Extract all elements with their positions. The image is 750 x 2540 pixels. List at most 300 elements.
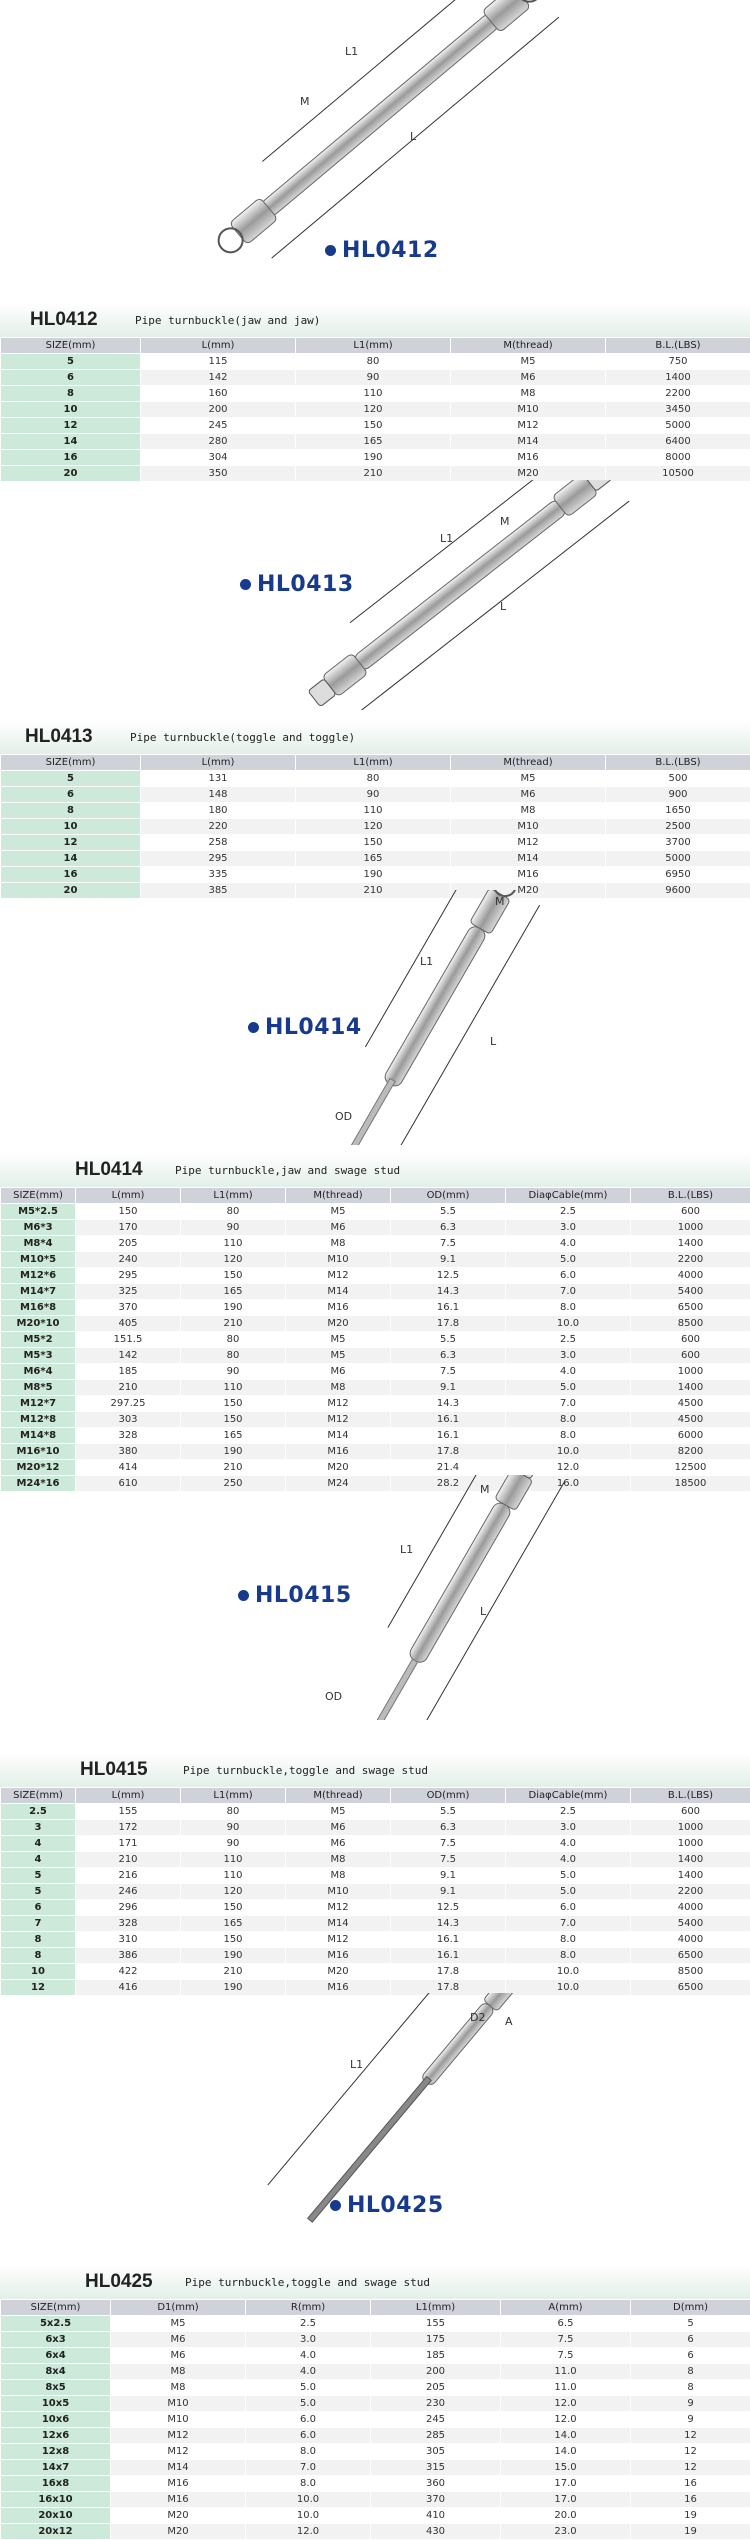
table-cell: 8 [631, 2364, 750, 2380]
table-cell: 297.25 [76, 1396, 181, 1412]
table-cell: 120 [181, 1884, 286, 1900]
table-cell: 7.5 [501, 2332, 631, 2348]
table-cell: 3700 [606, 835, 750, 851]
dim-label: A [505, 2015, 513, 2028]
table-cell: 3450 [606, 402, 750, 418]
dim-label: M [500, 515, 510, 528]
table-cell: 5.0 [506, 1868, 631, 1884]
product-tag-label: HL0414 [265, 1015, 362, 1040]
size-cell: 14x7 [1, 2460, 111, 2476]
size-cell: 10 [1, 819, 141, 835]
table-cell: 16.1 [391, 1948, 506, 1964]
table-row [1, 370, 750, 386]
table-cell: 175 [371, 2332, 501, 2348]
table-cell: 1400 [606, 370, 750, 386]
table-row [1, 2460, 750, 2476]
size-cell: M16*8 [1, 1300, 76, 1316]
table-cell: 12.0 [501, 2412, 631, 2428]
table-cell: 8.0 [506, 1300, 631, 1316]
table-cell: 1650 [606, 803, 750, 819]
table-cell: 150 [181, 1412, 286, 1428]
table-cell: 7.5 [391, 1836, 506, 1852]
table-cell: M16 [286, 1300, 391, 1316]
table-cell: 5 [631, 2316, 750, 2332]
table-cell: M12 [286, 1932, 391, 1948]
size-cell: 6x4 [1, 2348, 111, 2364]
table-row [1, 2412, 750, 2428]
table-row [1, 2332, 750, 2348]
product-tag-label: HL0415 [255, 1583, 352, 1608]
spec-section-hl0415 [0, 1753, 750, 1996]
table-row [1, 2444, 750, 2460]
product-description: Pipe turnbuckle,toggle and swage stud [185, 2276, 430, 2289]
table-cell: M16 [451, 867, 606, 883]
table-cell: 6 [631, 2332, 750, 2348]
table-cell: M8 [286, 1868, 391, 1884]
dim-label: L [500, 600, 507, 613]
table-cell: 80 [181, 1804, 286, 1820]
table-cell: 8200 [631, 1444, 750, 1460]
table-cell: M10 [451, 819, 606, 835]
table-row [1, 2380, 750, 2396]
section-header [0, 720, 750, 754]
size-cell: M5*2.5 [1, 1204, 76, 1220]
table-row [1, 2316, 750, 2332]
table-cell: 370 [371, 2492, 501, 2508]
table-cell: 12 [631, 2444, 750, 2460]
table-cell: 151.5 [76, 1332, 181, 1348]
table-cell: 210 [76, 1380, 181, 1396]
column-header: OD(mm) [391, 1788, 506, 1804]
table-cell: M10 [286, 1884, 391, 1900]
table-cell: 210 [181, 1460, 286, 1476]
product-tag [240, 572, 354, 597]
product-description: Pipe turnbuckle,jaw and swage stud [175, 1164, 400, 1177]
table-cell: 80 [296, 354, 451, 370]
table-cell: 2500 [606, 819, 750, 835]
table-cell: M16 [111, 2476, 246, 2492]
table-cell: 385 [141, 883, 296, 899]
table-cell: 155 [76, 1804, 181, 1820]
size-cell: 5 [1, 1868, 76, 1884]
table-cell: 7.5 [391, 1236, 506, 1252]
table-cell: M20 [111, 2524, 246, 2540]
size-cell: M12*7 [1, 1396, 76, 1412]
table-cell: 2200 [606, 386, 750, 402]
size-cell: 2.5 [1, 1804, 76, 1820]
table-cell: 610 [76, 1476, 181, 1492]
table-cell: 190 [296, 867, 451, 883]
dim-label: L [490, 1035, 497, 1048]
table-cell: 165 [296, 434, 451, 450]
table-cell: 8500 [631, 1316, 750, 1332]
table-cell: 150 [296, 835, 451, 851]
table-cell: 185 [76, 1364, 181, 1380]
table-cell: M5 [286, 1348, 391, 1364]
table-cell: 6500 [631, 1980, 750, 1996]
turnbuckle-drawing [0, 890, 750, 1145]
table-cell: M6 [451, 787, 606, 803]
table-cell: 2.5 [506, 1204, 631, 1220]
table-row [1, 2492, 750, 2508]
spec-section-hl0412 [0, 303, 750, 482]
table-cell: 11.0 [501, 2380, 631, 2396]
spec-table [0, 1787, 750, 1996]
table-cell: M20 [286, 1964, 391, 1980]
size-cell: 8 [1, 386, 141, 402]
column-header: D1(mm) [111, 2300, 246, 2316]
table-cell: 14.0 [501, 2428, 631, 2444]
table-cell: 750 [606, 354, 750, 370]
table-cell: 16.0 [506, 1476, 631, 1492]
figure-hl0412 [0, 0, 750, 300]
table-cell: M16 [451, 450, 606, 466]
table-cell: 10.0 [246, 2508, 371, 2524]
table-cell: 150 [181, 1900, 286, 1916]
table-cell: 150 [296, 418, 451, 434]
table-cell: 12 [631, 2428, 750, 2444]
table-cell: 9600 [606, 883, 750, 899]
column-header: SIZE(mm) [1, 1788, 76, 1804]
size-cell: 5 [1, 1884, 76, 1900]
table-cell: 1000 [631, 1836, 750, 1852]
table-row [1, 1884, 750, 1900]
table-cell: 246 [76, 1884, 181, 1900]
table-cell: 200 [141, 402, 296, 418]
table-cell: 165 [181, 1428, 286, 1444]
table-cell: 131 [141, 771, 296, 787]
table-cell: 120 [296, 402, 451, 418]
product-code: HL0412 [30, 309, 98, 331]
table-cell: 4000 [631, 1900, 750, 1916]
table-cell: 110 [181, 1236, 286, 1252]
table-cell: 10.0 [506, 1964, 631, 1980]
table-cell: 9.1 [391, 1380, 506, 1396]
table-row [1, 1348, 750, 1364]
size-cell: 6 [1, 1900, 76, 1916]
table-cell: M16 [286, 1444, 391, 1460]
column-header: M(thread) [451, 755, 606, 771]
table-cell: 171 [76, 1836, 181, 1852]
table-row [1, 386, 750, 402]
table-cell: 245 [371, 2412, 501, 2428]
table-cell: 80 [181, 1332, 286, 1348]
table-cell: 10.0 [506, 1444, 631, 1460]
size-cell: M14*7 [1, 1284, 76, 1300]
table-cell: 2200 [631, 1884, 750, 1900]
table-cell: 360 [371, 2476, 501, 2492]
table-cell: 5.0 [246, 2380, 371, 2396]
table-row [1, 418, 750, 434]
size-cell: M12*8 [1, 1412, 76, 1428]
table-cell: M14 [286, 1284, 391, 1300]
table-cell: 258 [141, 835, 296, 851]
table-cell: 4000 [631, 1268, 750, 1284]
table-row [1, 1220, 750, 1236]
spec-section-hl0414 [0, 1153, 750, 1492]
table-row [1, 2476, 750, 2492]
table-row [1, 434, 750, 450]
section-header [0, 2265, 750, 2299]
table-cell: 310 [76, 1932, 181, 1948]
size-cell: 20x10 [1, 2508, 111, 2524]
table-cell: 210 [76, 1852, 181, 1868]
table-cell: 230 [371, 2396, 501, 2412]
table-body [1, 354, 750, 482]
table-row [1, 1204, 750, 1220]
table-cell: 180 [141, 803, 296, 819]
table-cell: 600 [631, 1348, 750, 1364]
product-tag-label: HL0425 [347, 2193, 444, 2218]
table-cell: M12 [451, 835, 606, 851]
table-cell: 110 [296, 386, 451, 402]
table-cell: 4.0 [506, 1852, 631, 1868]
table-cell: 17.8 [391, 1444, 506, 1460]
table-cell: 12 [631, 2460, 750, 2476]
table-cell: M8 [451, 386, 606, 402]
table-row [1, 787, 750, 803]
table-cell: 2.5 [506, 1804, 631, 1820]
turnbuckle-drawing [0, 480, 750, 710]
table-cell: 80 [181, 1348, 286, 1364]
table-cell: M12 [286, 1396, 391, 1412]
table-cell: 165 [296, 851, 451, 867]
figure-hl0415 [0, 1475, 750, 1720]
table-cell: M5 [286, 1332, 391, 1348]
table-cell: 90 [296, 787, 451, 803]
table-row [1, 835, 750, 851]
column-header: L(mm) [76, 1788, 181, 1804]
table-body [1, 2316, 750, 2540]
table-cell: 3.0 [506, 1220, 631, 1236]
spec-section-hl0413 [0, 720, 750, 899]
table-cell: 190 [296, 450, 451, 466]
size-cell: 10x5 [1, 2396, 111, 2412]
table-cell: M5 [286, 1804, 391, 1820]
table-cell: 210 [296, 466, 451, 482]
table-cell: 12.0 [246, 2524, 371, 2540]
table-row [1, 1852, 750, 1868]
size-cell: M5*3 [1, 1348, 76, 1364]
table-row [1, 2508, 750, 2524]
size-cell: 20x12 [1, 2524, 111, 2540]
table-cell: 16 [631, 2492, 750, 2508]
table-cell: 165 [181, 1284, 286, 1300]
table-cell: M14 [451, 851, 606, 867]
table-cell: M16 [286, 1948, 391, 1964]
size-cell: 16 [1, 450, 141, 466]
table-cell: 120 [296, 819, 451, 835]
spec-section-hl0425 [0, 2265, 750, 2540]
product-tag [238, 1583, 352, 1608]
spec-table [0, 337, 750, 482]
table-cell: 205 [76, 1236, 181, 1252]
table-cell: M16 [111, 2492, 246, 2508]
table-cell: 12500 [631, 1460, 750, 1476]
table-cell: 16.1 [391, 1412, 506, 1428]
table-cell: 304 [141, 450, 296, 466]
table-cell: 6 [631, 2348, 750, 2364]
size-cell: M8*5 [1, 1380, 76, 1396]
size-cell: 5 [1, 771, 141, 787]
section-header [0, 1753, 750, 1787]
size-cell: 20 [1, 466, 141, 482]
table-cell: 7.5 [501, 2348, 631, 2364]
table-row [1, 1380, 750, 1396]
table-cell: M6 [286, 1836, 391, 1852]
dim-label: L [410, 130, 417, 143]
table-cell: 7.0 [246, 2460, 371, 2476]
table-cell: 17.8 [391, 1316, 506, 1332]
table-cell: 250 [181, 1476, 286, 1492]
table-cell: 410 [371, 2508, 501, 2524]
size-cell: 3 [1, 1820, 76, 1836]
table-cell: 9.1 [391, 1252, 506, 1268]
size-cell: M8*4 [1, 1236, 76, 1252]
table-cell: 303 [76, 1412, 181, 1428]
table-cell: 12.5 [391, 1268, 506, 1284]
table-cell: 1400 [631, 1868, 750, 1884]
table-cell: 9 [631, 2396, 750, 2412]
table-body [1, 1204, 750, 1492]
product-tag [330, 2193, 444, 2218]
table-cell: 12.0 [506, 1460, 631, 1476]
table-cell: 80 [181, 1204, 286, 1220]
size-cell: 12 [1, 1980, 76, 1996]
bullet-icon [330, 2200, 341, 2211]
table-cell: M8 [286, 1380, 391, 1396]
column-header: A(mm) [501, 2300, 631, 2316]
table-cell: M12 [286, 1268, 391, 1284]
dim-label: L1 [440, 532, 453, 545]
table-cell: 210 [181, 1316, 286, 1332]
table-cell: 16.1 [391, 1300, 506, 1316]
table-cell: 80 [296, 771, 451, 787]
table-row [1, 450, 750, 466]
table-row [1, 2428, 750, 2444]
table-cell: 8.0 [506, 1428, 631, 1444]
column-header: SIZE(mm) [1, 2300, 111, 2316]
size-cell: 5x2.5 [1, 2316, 111, 2332]
table-row [1, 1236, 750, 1252]
size-cell: M16*10 [1, 1444, 76, 1460]
table-cell: M10 [451, 402, 606, 418]
table-cell: 240 [76, 1252, 181, 1268]
column-header: L1(mm) [371, 2300, 501, 2316]
table-cell: 414 [76, 1460, 181, 1476]
table-body [1, 1804, 750, 1996]
table-cell: M14 [111, 2460, 246, 2476]
table-cell: 110 [296, 803, 451, 819]
table-cell: 6500 [631, 1948, 750, 1964]
table-cell: 28.2 [391, 1476, 506, 1492]
table-cell: 15.0 [501, 2460, 631, 2476]
table-row [1, 1868, 750, 1884]
table-cell: 17.8 [391, 1980, 506, 1996]
table-cell: 8500 [631, 1964, 750, 1980]
table-cell: 6000 [631, 1428, 750, 1444]
table-cell: 4500 [631, 1396, 750, 1412]
product-tag-label: HL0413 [257, 572, 354, 597]
column-header: L(mm) [141, 338, 296, 354]
size-cell: M12*6 [1, 1268, 76, 1284]
table-cell: 14.3 [391, 1396, 506, 1412]
table-cell: 4000 [631, 1932, 750, 1948]
column-header: OD(mm) [391, 1188, 506, 1204]
table-row [1, 1284, 750, 1300]
table-cell: 142 [76, 1348, 181, 1364]
table-cell: 16.1 [391, 1932, 506, 1948]
table-cell: 6.3 [391, 1348, 506, 1364]
size-cell: 16x10 [1, 2492, 111, 2508]
table-cell: 245 [141, 418, 296, 434]
size-cell: 12x8 [1, 2444, 111, 2460]
dim-label: M [300, 95, 310, 108]
column-header: M(thread) [451, 338, 606, 354]
table-cell: 172 [76, 1820, 181, 1836]
table-row [1, 402, 750, 418]
table-cell: 9.1 [391, 1868, 506, 1884]
table-cell: M8 [111, 2364, 246, 2380]
table-cell: 295 [141, 851, 296, 867]
size-cell: 10x6 [1, 2412, 111, 2428]
table-cell: M14 [451, 434, 606, 450]
size-cell: M10*5 [1, 1252, 76, 1268]
size-cell: 8 [1, 803, 141, 819]
table-cell: 110 [181, 1852, 286, 1868]
table-cell: 9.1 [391, 1884, 506, 1900]
table-cell: 328 [76, 1916, 181, 1932]
dim-label: L1 [345, 45, 358, 58]
table-row [1, 2364, 750, 2380]
table-cell: 370 [76, 1300, 181, 1316]
size-cell: 8x4 [1, 2364, 111, 2380]
table-cell: 305 [371, 2444, 501, 2460]
size-cell: 20 [1, 883, 141, 899]
table-cell: 7.0 [506, 1396, 631, 1412]
table-row [1, 1316, 750, 1332]
product-code: HL0413 [25, 726, 93, 748]
product-tag [325, 238, 439, 263]
table-cell: 3.0 [506, 1348, 631, 1364]
table-cell: 90 [181, 1364, 286, 1380]
table-cell: 380 [76, 1444, 181, 1460]
table-cell: M14 [286, 1428, 391, 1444]
table-cell: 5.0 [506, 1380, 631, 1396]
table-cell: 16 [631, 2476, 750, 2492]
table-cell: M5 [451, 771, 606, 787]
table-cell: 150 [181, 1268, 286, 1284]
table-cell: 5000 [606, 851, 750, 867]
size-cell: M6*3 [1, 1220, 76, 1236]
table-cell: 6400 [606, 434, 750, 450]
table-cell: 5000 [606, 418, 750, 434]
table-cell: 150 [181, 1396, 286, 1412]
table-cell: 4.0 [506, 1364, 631, 1380]
bullet-icon [248, 1022, 259, 1033]
column-header: B.L.(LBS) [606, 338, 750, 354]
spec-table [0, 2299, 750, 2540]
table-cell: 19 [631, 2508, 750, 2524]
table-cell: 17.0 [501, 2476, 631, 2492]
table-cell: M5 [111, 2316, 246, 2332]
product-tag-label: HL0412 [342, 238, 439, 263]
dim-label: OD [335, 1110, 352, 1123]
table-row [1, 1836, 750, 1852]
table-row [1, 1268, 750, 1284]
table-cell: 6500 [631, 1300, 750, 1316]
table-cell: M12 [111, 2444, 246, 2460]
